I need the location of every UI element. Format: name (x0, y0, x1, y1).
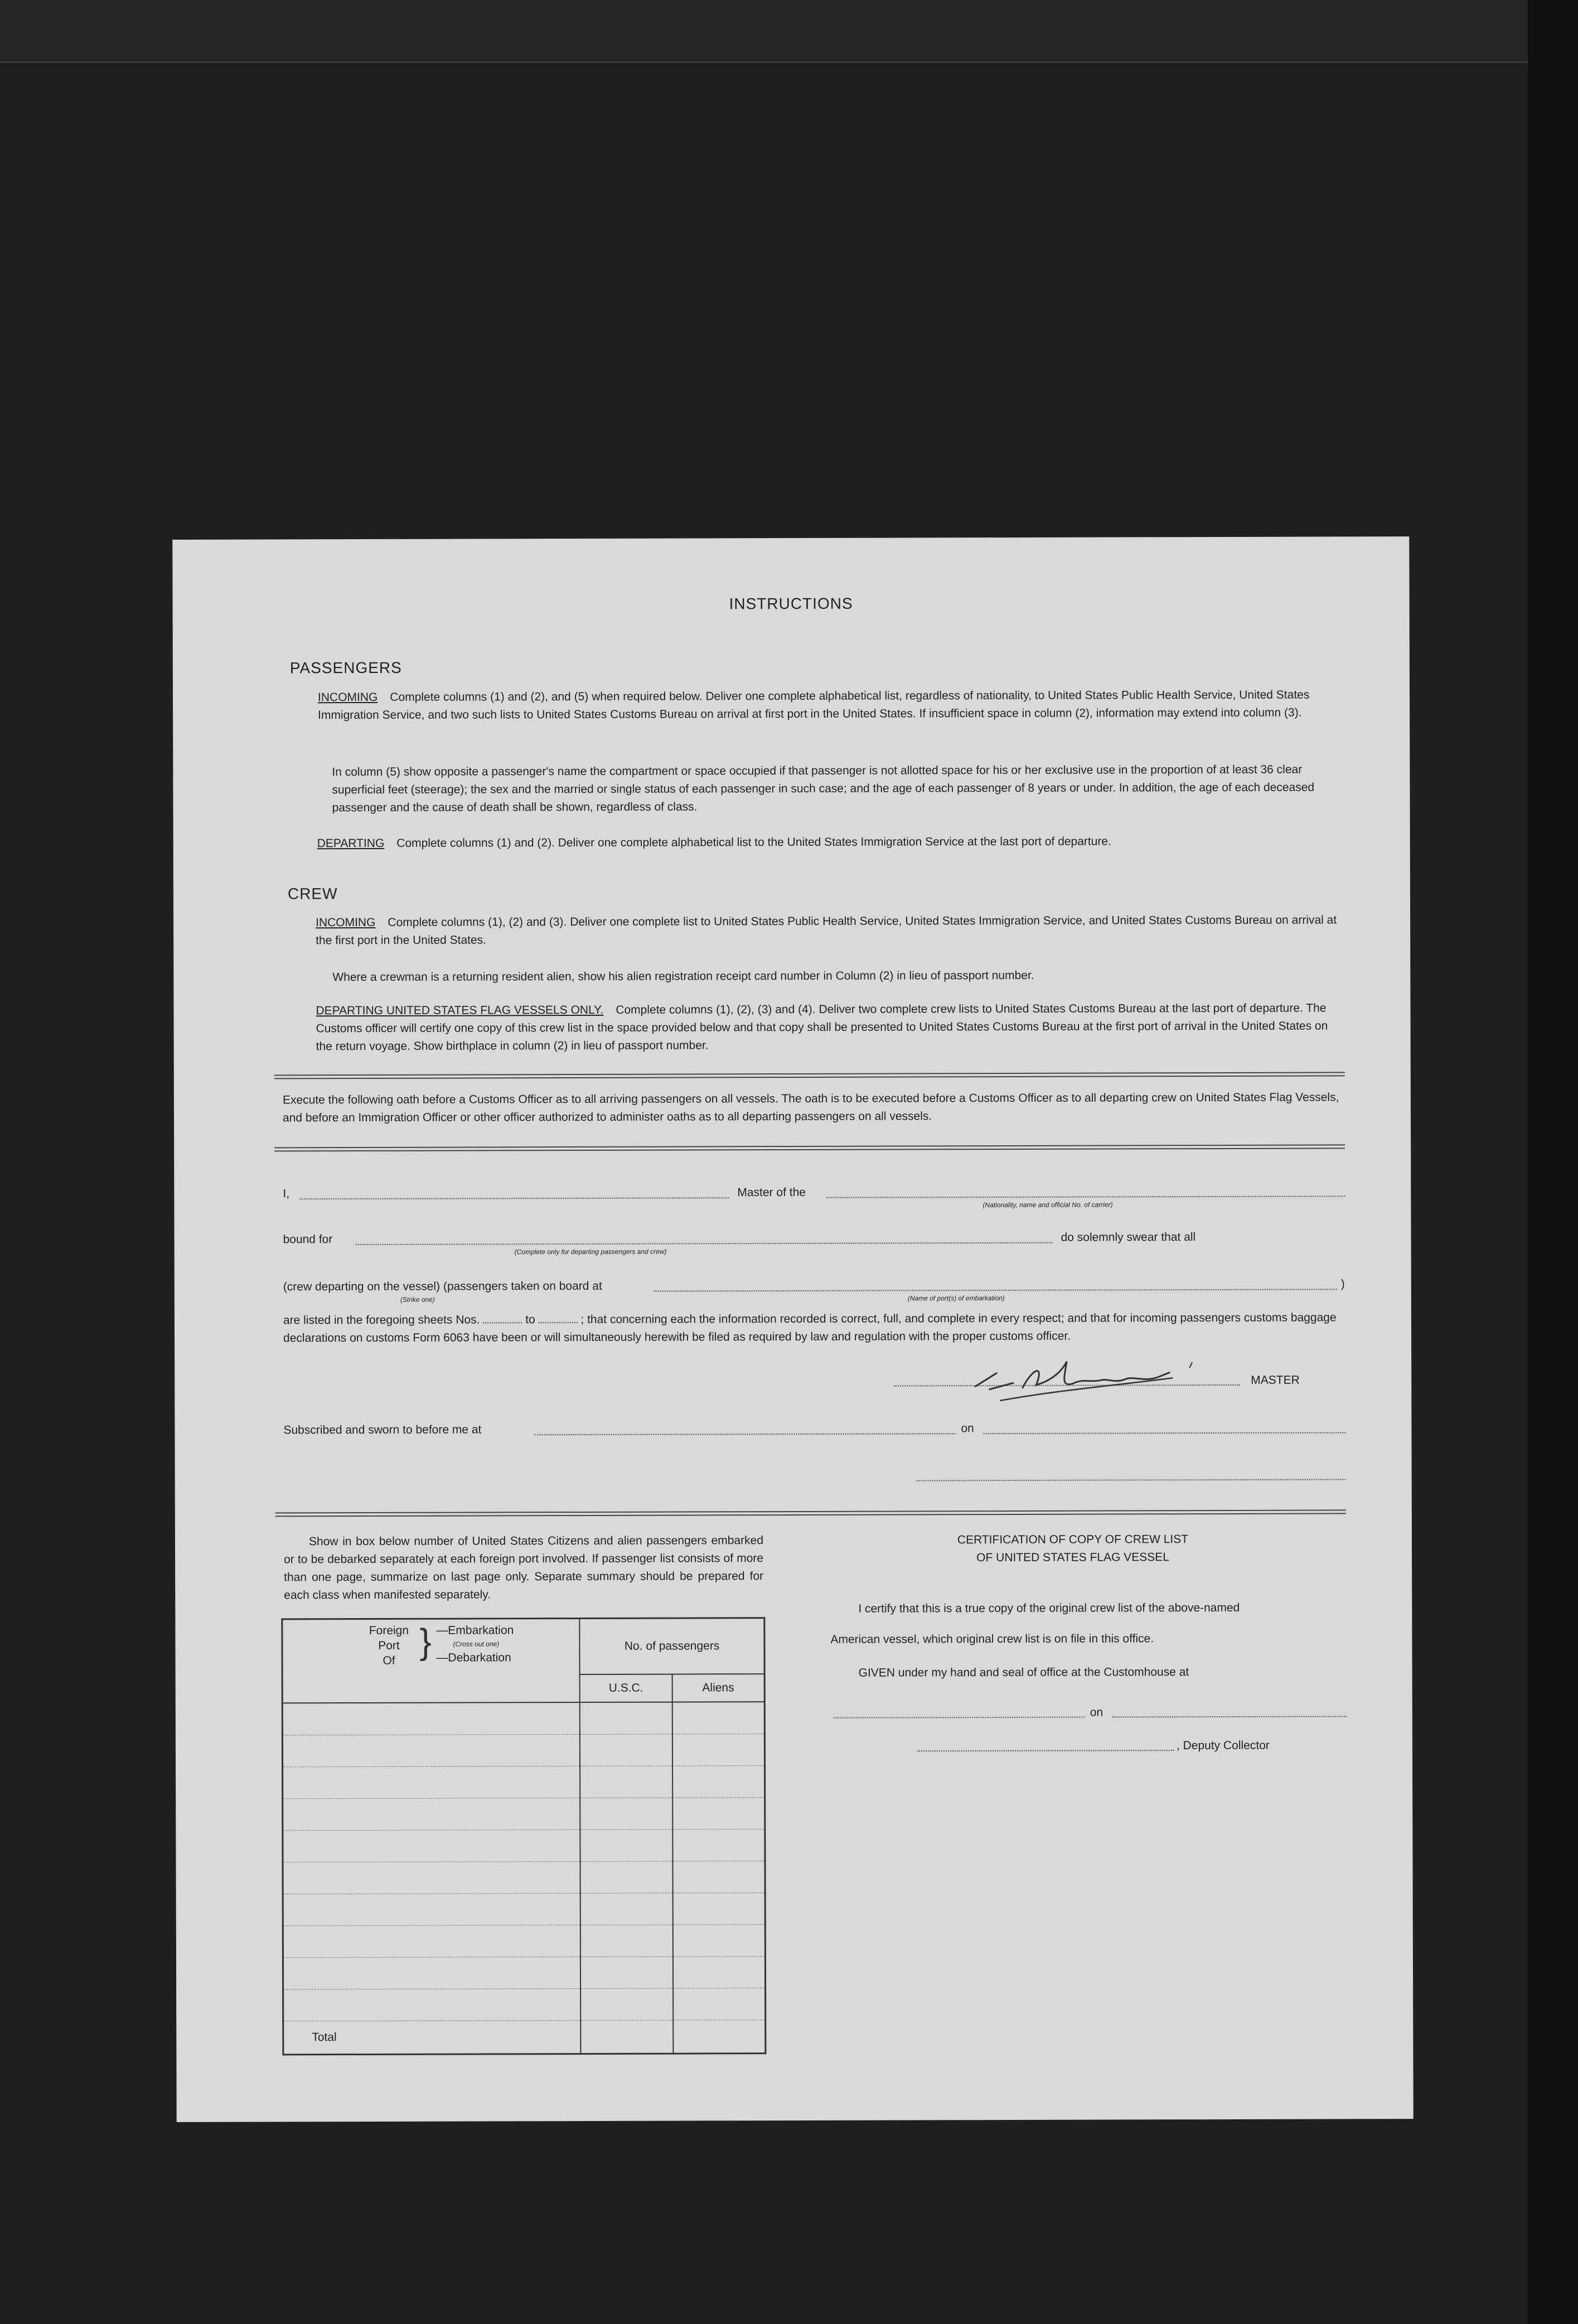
port-cell[interactable] (282, 1702, 580, 1735)
scan-top-strip (0, 0, 1528, 63)
passenger-summary-table (281, 1617, 766, 2055)
embarkation-port-field[interactable] (654, 1289, 1337, 1291)
cert-on-label: on (1090, 1706, 1103, 1719)
table-row (282, 1734, 764, 1766)
aliens-cell[interactable] (672, 1797, 765, 1829)
sworn-on-label: on (961, 1422, 974, 1435)
aliens-cell[interactable] (672, 1702, 764, 1734)
certification-title-line-1: CERTIFICATION OF COPY OF CREW LIST (957, 1533, 1189, 1547)
close-paren: ) (1340, 1277, 1345, 1291)
summary-instructions: Show in box below number of United States Citizens and alien passengers embarked or to be debarked separately at each foreign port involved. If passenger list consists of more than one page, summarize on last page only. Separate summary should be prepared for each class when manifested separately. (284, 1534, 764, 1602)
nationality-note: (Nationality, name and official No. of carrier) (982, 1200, 1113, 1209)
scan-right-edge (1528, 0, 1578, 2324)
crew-departing-text: Complete columns (1), (2), (3) and (4). Deliver two complete crew lists to United States Customs Bureau at the last port of departure. The Customs officer will certify one copy of this crew list in the space provided below and that copy shall be presented to United States Customs Bureau at the first port of arrival in the United States on the return voyage. Show birthplace in column (2) in lieu of passport number. (316, 1001, 1328, 1053)
passengers-incoming-paragraph (318, 686, 1344, 724)
table-row (283, 1829, 765, 1862)
aliens-cell[interactable] (672, 1892, 765, 1924)
customhouse-field[interactable] (834, 1717, 1085, 1718)
master-label: MASTER (1251, 1373, 1300, 1387)
subscribed-label: Subscribed and sworn to before me at (283, 1423, 482, 1437)
page-title: INSTRUCTIONS (729, 594, 853, 613)
listed-label: are listed in the foregoing sheets Nos. (283, 1313, 480, 1327)
passengers-incoming-text: Complete columns (1) and (2), and (5) when required below. Deliver one complete alphabetical list, regardless of nationality, to United States Public Health Service, United States Immigration Service, and two such lists to United States Customs Bureau on arrival at first port in the United States. If insufficient space in column (2), information may extend into column (3). (318, 688, 1310, 722)
crew-departing-paragraph (316, 999, 1344, 1056)
total-row (283, 2020, 766, 2054)
certification-title-line-2: OF UNITED STATES FLAG VESSEL (976, 1551, 1169, 1565)
port-cell[interactable] (283, 1766, 580, 1798)
port-cell[interactable] (283, 1861, 580, 1894)
aliens-cell[interactable] (673, 1956, 766, 1988)
port-cell[interactable] (283, 1798, 580, 1830)
strike-one-note: (Strike one) (400, 1295, 435, 1304)
swear-label: do solemnly swear that all (1061, 1231, 1196, 1244)
usc-cell[interactable] (580, 1957, 673, 1988)
officer-signature-line[interactable] (917, 1479, 1346, 1481)
table-row (282, 1702, 764, 1735)
port-note: (Name of port(s) of embarkation) (907, 1294, 1005, 1303)
usc-total-cell[interactable] (580, 2020, 673, 2054)
debarkation-label: —Debarkation (436, 1651, 511, 1664)
cert-date-field[interactable] (1112, 1716, 1347, 1717)
crew-incoming-paragraph (316, 911, 1344, 950)
usc-cell[interactable] (580, 1925, 673, 1957)
crew-passengers-label: (crew departing on the vessel) (passengers taken on board at (283, 1279, 602, 1294)
usc-cell[interactable] (580, 1798, 672, 1829)
of-label: Of (383, 1654, 395, 1667)
aliens-cell[interactable] (672, 1734, 765, 1765)
usc-header: U.S.C. (580, 1674, 672, 1702)
port-label: Port (378, 1639, 400, 1652)
usc-cell[interactable] (580, 1766, 672, 1798)
port-cell[interactable] (283, 1893, 580, 1925)
port-cell[interactable] (283, 1957, 580, 1989)
deputy-signature-line[interactable] (917, 1750, 1174, 1751)
master-of-label: Master of the (737, 1185, 806, 1199)
certification-title (945, 1531, 1201, 1567)
foreign-port-header (282, 1619, 580, 1703)
port-cell[interactable] (282, 1734, 580, 1766)
usc-cell[interactable] (580, 1829, 673, 1861)
to-label: to (525, 1313, 535, 1326)
foreign-label: Foreign (369, 1624, 409, 1637)
aliens-cell[interactable] (672, 1829, 765, 1861)
total-label: Total (283, 2020, 581, 2054)
crew-incoming-label: INCOMING (316, 916, 376, 929)
sworn-date-field[interactable] (983, 1432, 1345, 1434)
crew-heading: CREW (287, 885, 338, 903)
form-page (172, 536, 1413, 2122)
divider-rule (274, 1144, 1345, 1151)
sworn-place-field[interactable] (534, 1433, 955, 1435)
port-cell[interactable] (283, 1829, 580, 1862)
passengers-incoming-label: INCOMING (318, 690, 378, 704)
table-row (283, 1797, 765, 1830)
port-cell[interactable] (283, 1925, 580, 1957)
master-name-field[interactable] (299, 1197, 729, 1199)
cross-out-note: (Cross out one) (453, 1640, 500, 1648)
passengers-departing-text: Complete columns (1) and (2). Deliver one complete alphabetical list to the United States Immigration Service at the last port of departure. (396, 835, 1111, 850)
usc-cell[interactable] (580, 1861, 673, 1893)
aliens-cell[interactable] (672, 1765, 765, 1797)
oath-instructions: Execute the following oath before a Customs Officer as to all arriving passengers on all vessels. The oath is to be executed before a Customs Officer as to all departing crew on United States Flag Vessels, and before an Immigration Officer or other officer authorized to administer oaths as to all departing passengers on all vessels. (282, 1091, 1339, 1125)
crew-incoming-text: Complete columns (1), (2) and (3). Deliver one complete list to United States Public Health Service, United States Immigration Service, and United States Customs Bureau on arrival at the first port in the United States. (316, 913, 1337, 947)
usc-cell[interactable] (580, 1988, 673, 2020)
divider-rule (274, 1072, 1345, 1079)
aliens-header: Aliens (672, 1674, 764, 1702)
aliens-cell[interactable] (672, 1924, 765, 1956)
table-row (283, 1861, 765, 1894)
bound-for-field[interactable] (356, 1242, 1053, 1245)
usc-cell[interactable] (580, 1702, 672, 1734)
passengers-column5-paragraph: In column (5) show opposite a passenger's name the compartment or space occupied if that passenger is not allotted space for his or her exclusive use in the proportion of at least 36 clear superficial feet (steerage); the sex and the married or single status of each passenger in such case; and the age of each passenger of 8 years or under. In addition, the age of each deceased passenger and the cause of death shall be shown, regardless of class. (332, 763, 1315, 815)
master-signature (966, 1355, 1212, 1407)
brace: } (419, 1621, 432, 1662)
carrier-field[interactable] (826, 1195, 1345, 1198)
table-row (283, 1956, 765, 1989)
passengers-departing-paragraph (317, 832, 1343, 853)
oath-i-label: I, (283, 1187, 290, 1200)
aliens-cell[interactable] (673, 1988, 766, 2020)
listed-paragraph (283, 1309, 1345, 1347)
certify-line-2: American vessel, which original crew list is on file in this office. (830, 1632, 1154, 1646)
bound-for-label: bound for (283, 1233, 333, 1246)
table-row (283, 1924, 765, 1957)
port-cell[interactable] (283, 1988, 581, 2021)
given-line: GIVEN under my hand and seal of office at the Customhouse at (858, 1665, 1189, 1679)
usc-cell[interactable] (580, 1893, 673, 1925)
crew-resident-paragraph: Where a crewman is a returning resident alien, show his alien registration receipt card number in Column (2) in lieu of passport number. (332, 969, 1034, 984)
table-row (283, 1892, 765, 1925)
divider-rule (275, 1509, 1346, 1517)
passengers-heading: PASSENGERS (289, 659, 402, 677)
complete-only-note: (Complete only for departing passengers and crew) (514, 1247, 667, 1256)
aliens-cell[interactable] (672, 1861, 765, 1892)
crew-departing-label: DEPARTING UNITED STATES FLAG VESSELS ONLY. (316, 1003, 604, 1018)
embarkation-label: —Embarkation (436, 1624, 514, 1637)
aliens-total-cell[interactable] (673, 2020, 766, 2053)
no-passengers-header: No. of passengers (580, 1618, 765, 1674)
table-row (283, 1988, 766, 2021)
listed-text: ; that concerning each the information recorded is correct, full, and complete in every respect; and that for incoming passengers customs baggage declarations on customs Form 6063 have been or will simultaneously herewith be filed as required by law and regulation with the proper customs officer. (283, 1311, 1337, 1345)
sheet-to-field[interactable] (539, 1322, 578, 1323)
certify-line-1: I certify that this is a true copy of the original crew list of the above-named (858, 1601, 1240, 1615)
sheet-from-field[interactable] (483, 1322, 522, 1323)
passengers-departing-label: DEPARTING (317, 836, 385, 850)
usc-cell[interactable] (580, 1734, 672, 1766)
deputy-collector-label: , Deputy Collector (1176, 1739, 1270, 1752)
table-row (283, 1765, 765, 1798)
